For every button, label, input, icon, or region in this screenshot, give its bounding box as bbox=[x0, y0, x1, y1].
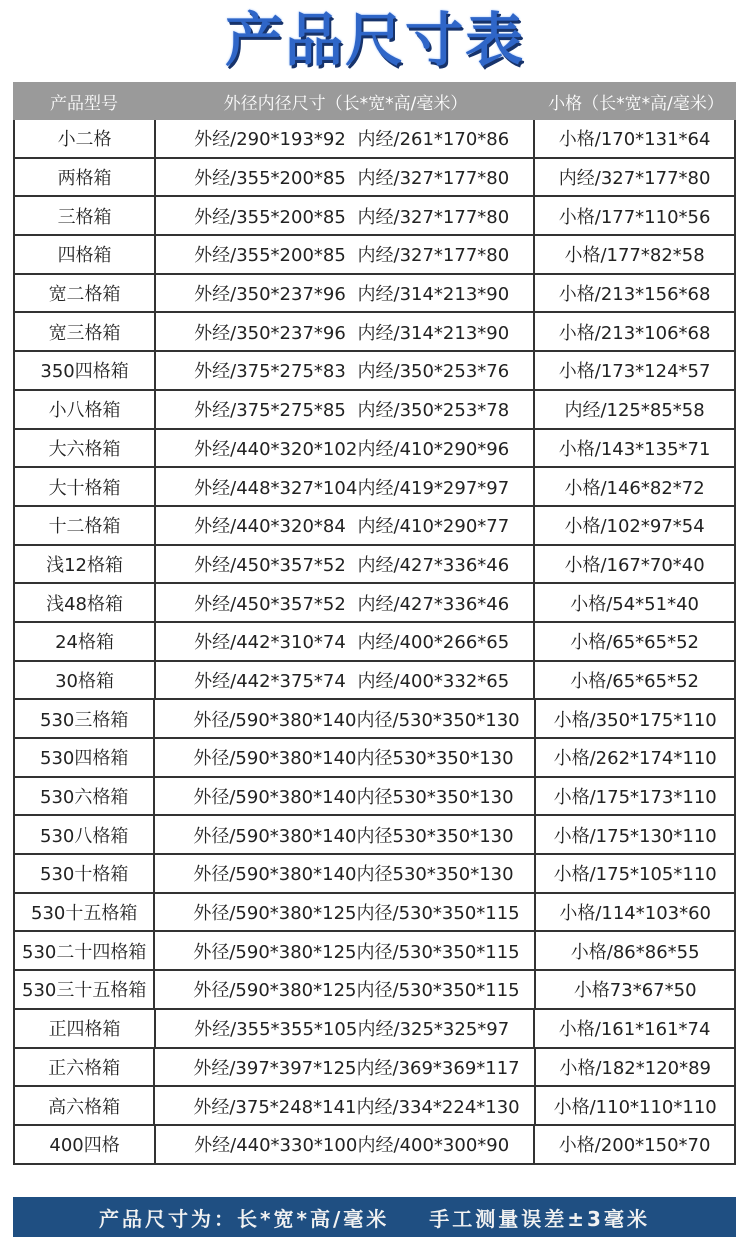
cell-compartment-size: 小格/146*82*72 bbox=[564, 477, 705, 499]
cell-model: 小二格 bbox=[15, 120, 156, 157]
cell-model: 两格箱 bbox=[15, 159, 156, 196]
cell-model: 大六格箱 bbox=[15, 430, 156, 467]
inner-dimension: 内经/427*336*46 bbox=[357, 554, 510, 576]
cell-model: 530十五格箱 bbox=[15, 894, 155, 931]
cell-compartment-size: 小格/54*51*40 bbox=[570, 593, 699, 615]
cell-model: 四格箱 bbox=[15, 236, 156, 273]
cell-dimensions bbox=[155, 778, 536, 815]
cell-model: 530十格箱 bbox=[15, 855, 155, 892]
inner-dimension: 内径530*350*130 bbox=[356, 787, 514, 809]
cell-model: 400四格 bbox=[15, 1126, 156, 1163]
cell-compartment-size: 小格/262*174*110 bbox=[553, 748, 717, 770]
cell-compartment-size: 小格/175*105*110 bbox=[553, 864, 717, 886]
table-row bbox=[15, 932, 734, 971]
table-row bbox=[15, 894, 734, 933]
cell-compartment-size: 小格/175*130*110 bbox=[553, 825, 717, 847]
inner-dimension: 内经/325*325*97 bbox=[357, 1019, 510, 1041]
inner-dimension: 内径530*350*130 bbox=[356, 825, 514, 847]
table-row bbox=[15, 1126, 734, 1165]
outer-dimension: 外经/397*397*125 bbox=[193, 1057, 357, 1079]
cell-dimensions bbox=[156, 120, 535, 157]
cell-dimensions bbox=[155, 971, 536, 1008]
outer-dimension: 外径/590*380*125 bbox=[193, 941, 357, 963]
cell-compartment-size: 小格/200*150*70 bbox=[558, 1135, 711, 1157]
outer-dimension: 外经/350*237*96 bbox=[194, 322, 346, 344]
outer-dimension: 外径/590*380*140 bbox=[193, 864, 357, 886]
cell-model: 24格箱 bbox=[15, 623, 156, 660]
cell-dimensions bbox=[156, 1010, 535, 1047]
table-row bbox=[15, 430, 734, 469]
outer-dimension: 外径/590*380*125 bbox=[193, 903, 357, 925]
cell-compartment-size: 小格/177*110*56 bbox=[558, 206, 711, 228]
outer-dimension: 外经/355*355*105 bbox=[194, 1019, 358, 1041]
inner-dimension: 内经/334*224*130 bbox=[356, 1096, 520, 1118]
cell-model: 高六格箱 bbox=[15, 1087, 155, 1124]
cell-dimensions bbox=[156, 662, 535, 699]
footer-note bbox=[13, 1197, 736, 1237]
table-row bbox=[15, 468, 734, 507]
cell-model: 30格箱 bbox=[15, 662, 156, 699]
table-row bbox=[15, 971, 734, 1010]
cell-dimensions bbox=[156, 159, 535, 196]
inner-dimension: 内经/400*300*90 bbox=[357, 1135, 510, 1157]
outer-dimension: 外径/590*380*140 bbox=[193, 748, 357, 770]
inner-dimension: 内经/410*290*96 bbox=[357, 438, 510, 460]
table-row bbox=[15, 507, 734, 546]
inner-dimension: 内经/350*253*76 bbox=[357, 361, 510, 383]
cell-model: 浅12格箱 bbox=[15, 546, 156, 583]
cell-compartment-size: 小格/110*110*110 bbox=[553, 1096, 717, 1118]
inner-dimension: 内经/419*297*97 bbox=[357, 477, 510, 499]
cell-dimensions bbox=[156, 313, 535, 350]
footer-error-note: 手工测量误差±3毫米 bbox=[429, 1206, 650, 1231]
cell-compartment-size: 小格/114*103*60 bbox=[559, 903, 712, 925]
table-row bbox=[15, 159, 734, 198]
cell-dimensions bbox=[156, 1126, 535, 1163]
inner-dimension: 内经/369*369*117 bbox=[356, 1057, 520, 1079]
cell-compartment-size: 小格/182*120*89 bbox=[559, 1057, 712, 1079]
cell-compartment-size: 小格/177*82*58 bbox=[564, 245, 705, 267]
cell-dimensions bbox=[156, 430, 535, 467]
cell-dimensions bbox=[156, 275, 535, 312]
cell-dimensions bbox=[156, 468, 535, 505]
inner-dimension: 内径/530*350*115 bbox=[356, 980, 520, 1002]
inner-dimension: 内径/530*350*115 bbox=[356, 941, 520, 963]
cell-model: 十二格箱 bbox=[15, 507, 156, 544]
table-row bbox=[15, 1087, 734, 1126]
outer-dimension: 外经/440*320*84 bbox=[194, 516, 346, 538]
inner-dimension: 内经/327*177*80 bbox=[357, 168, 510, 190]
cell-compartment-size: 内经/125*85*58 bbox=[564, 400, 705, 422]
cell-model: 350四格箱 bbox=[15, 352, 156, 389]
cell-dimensions bbox=[156, 391, 535, 428]
inner-dimension: 内经/410*290*77 bbox=[357, 516, 510, 538]
table-row bbox=[15, 546, 734, 585]
outer-dimension: 外经/375*248*141 bbox=[193, 1096, 357, 1118]
cell-compartment-size: 小格/175*173*110 bbox=[553, 787, 717, 809]
cell-model: 宽二格箱 bbox=[15, 275, 156, 312]
table-row bbox=[15, 313, 734, 352]
inner-dimension: 内经/327*177*80 bbox=[357, 206, 510, 228]
cell-dimensions bbox=[155, 894, 536, 931]
cell-dimensions bbox=[156, 584, 535, 621]
cell-dimensions bbox=[155, 1049, 536, 1086]
outer-dimension: 外经/440*320*102 bbox=[194, 438, 358, 460]
outer-dimension: 外经/448*327*104 bbox=[194, 477, 358, 499]
outer-dimension: 外经/440*330*100 bbox=[194, 1135, 358, 1157]
table-row bbox=[15, 1010, 734, 1049]
outer-dimension: 外径/590*380*140 bbox=[193, 787, 357, 809]
cell-compartment-size: 小格/173*124*57 bbox=[558, 361, 711, 383]
cell-dimensions bbox=[156, 197, 535, 234]
inner-dimension: 内经/350*253*78 bbox=[357, 400, 510, 422]
outer-dimension: 外经/450*357*52 bbox=[194, 593, 346, 615]
cell-model: 530三格箱 bbox=[15, 700, 155, 737]
outer-dimension: 外经/375*275*83 bbox=[194, 361, 346, 383]
outer-dimension: 外经/355*200*85 bbox=[194, 206, 346, 228]
table-row bbox=[15, 816, 734, 855]
inner-dimension: 内经/400*332*65 bbox=[357, 670, 510, 692]
inner-dimension: 内经/314*213*90 bbox=[357, 322, 510, 344]
cell-compartment-size: 小格/213*106*68 bbox=[558, 322, 711, 344]
cell-compartment-size: 小格/167*70*40 bbox=[564, 554, 705, 576]
cell-model: 小八格箱 bbox=[15, 391, 156, 428]
table-row bbox=[15, 700, 734, 739]
table-row bbox=[15, 197, 734, 236]
cell-model: 530三十五格箱 bbox=[15, 971, 155, 1008]
inner-dimension: 内经/261*170*86 bbox=[357, 129, 510, 151]
cell-dimensions bbox=[156, 507, 535, 544]
cell-model: 宽三格箱 bbox=[15, 313, 156, 350]
table-row bbox=[15, 662, 734, 701]
cell-model: 浅48格箱 bbox=[15, 584, 156, 621]
cell-compartment-size: 小格73*67*50 bbox=[573, 980, 697, 1002]
outer-dimension: 外经/290*193*92 bbox=[194, 129, 346, 151]
outer-dimension: 外径/590*380*125 bbox=[193, 980, 357, 1002]
table-row bbox=[15, 623, 734, 662]
table-body bbox=[13, 120, 736, 1165]
table-row bbox=[15, 275, 734, 314]
outer-dimension: 外经/375*275*85 bbox=[194, 400, 346, 422]
table-row bbox=[15, 778, 734, 817]
cell-compartment-size: 小格/65*65*52 bbox=[570, 670, 699, 692]
inner-dimension: 内径/530*350*130 bbox=[356, 709, 520, 731]
outer-dimension: 外径/590*380*140 bbox=[193, 709, 357, 731]
page-title: 产品尺寸表 bbox=[224, 6, 525, 74]
header-cell-size: 小格（长*宽*高/毫米） bbox=[548, 93, 724, 114]
table-header bbox=[13, 82, 736, 120]
cell-compartment-size: 小格/102*97*54 bbox=[564, 516, 705, 538]
table-row bbox=[15, 236, 734, 275]
cell-dimensions bbox=[155, 739, 536, 776]
table-row bbox=[15, 120, 734, 159]
cell-compartment-size: 小格/170*131*64 bbox=[558, 129, 711, 151]
cell-compartment-size: 小格/143*135*71 bbox=[558, 438, 711, 460]
cell-dimensions bbox=[155, 855, 536, 892]
cell-dimensions bbox=[156, 623, 535, 660]
outer-dimension: 外经/355*200*85 bbox=[194, 168, 346, 190]
header-dimensions: 外径内径尺寸（长*宽*高/毫米） bbox=[223, 93, 468, 114]
cell-compartment-size: 小格/213*156*68 bbox=[558, 284, 711, 306]
cell-model: 530八格箱 bbox=[15, 816, 155, 853]
table-row bbox=[15, 584, 734, 623]
cell-dimensions bbox=[156, 236, 535, 273]
inner-dimension: 内经/314*213*90 bbox=[357, 284, 510, 306]
outer-dimension: 外经/355*200*85 bbox=[194, 245, 346, 267]
size-table bbox=[13, 82, 736, 1165]
inner-dimension: 内径530*350*130 bbox=[356, 748, 514, 770]
outer-dimension: 外经/442*375*74 bbox=[194, 670, 346, 692]
inner-dimension: 内径530*350*130 bbox=[356, 864, 514, 886]
outer-dimension: 外径/590*380*140 bbox=[193, 825, 357, 847]
table-row bbox=[15, 855, 734, 894]
inner-dimension: 内径/530*350*115 bbox=[356, 903, 520, 925]
cell-compartment-size: 小格/86*86*55 bbox=[570, 941, 700, 963]
cell-dimensions bbox=[155, 1087, 536, 1124]
cell-compartment-size: 小格/65*65*52 bbox=[570, 632, 699, 654]
cell-model: 大十格箱 bbox=[15, 468, 156, 505]
cell-model: 530六格箱 bbox=[15, 778, 155, 815]
cell-model: 530四格箱 bbox=[15, 739, 155, 776]
cell-dimensions bbox=[155, 700, 536, 737]
table-row bbox=[15, 391, 734, 430]
cell-model: 正六格箱 bbox=[15, 1049, 155, 1086]
inner-dimension: 内经/427*336*46 bbox=[357, 593, 510, 615]
inner-dimension: 内经/400*266*65 bbox=[357, 632, 510, 654]
footer-size-note: 产品尺寸为：长*宽*高/毫米 bbox=[99, 1206, 390, 1231]
cell-dimensions bbox=[156, 546, 535, 583]
table-row bbox=[15, 1049, 734, 1088]
outer-dimension: 外经/442*310*74 bbox=[194, 632, 346, 654]
cell-compartment-size: 小格/350*175*110 bbox=[553, 709, 717, 731]
cell-model: 530二十四格箱 bbox=[15, 932, 155, 969]
table-row bbox=[15, 739, 734, 778]
cell-dimensions bbox=[156, 352, 535, 389]
header-model: 产品型号 bbox=[50, 93, 118, 114]
cell-compartment-size: 小格/161*161*74 bbox=[558, 1019, 711, 1041]
cell-compartment-size: 内经/327*177*80 bbox=[558, 168, 711, 190]
cell-dimensions bbox=[155, 932, 536, 969]
outer-dimension: 外经/450*357*52 bbox=[194, 554, 346, 576]
outer-dimension: 外经/350*237*96 bbox=[194, 284, 346, 306]
inner-dimension: 内经/327*177*80 bbox=[357, 245, 510, 267]
table-row bbox=[15, 352, 734, 391]
cell-dimensions bbox=[155, 816, 536, 853]
cell-model: 三格箱 bbox=[15, 197, 156, 234]
cell-model: 正四格箱 bbox=[15, 1010, 156, 1047]
